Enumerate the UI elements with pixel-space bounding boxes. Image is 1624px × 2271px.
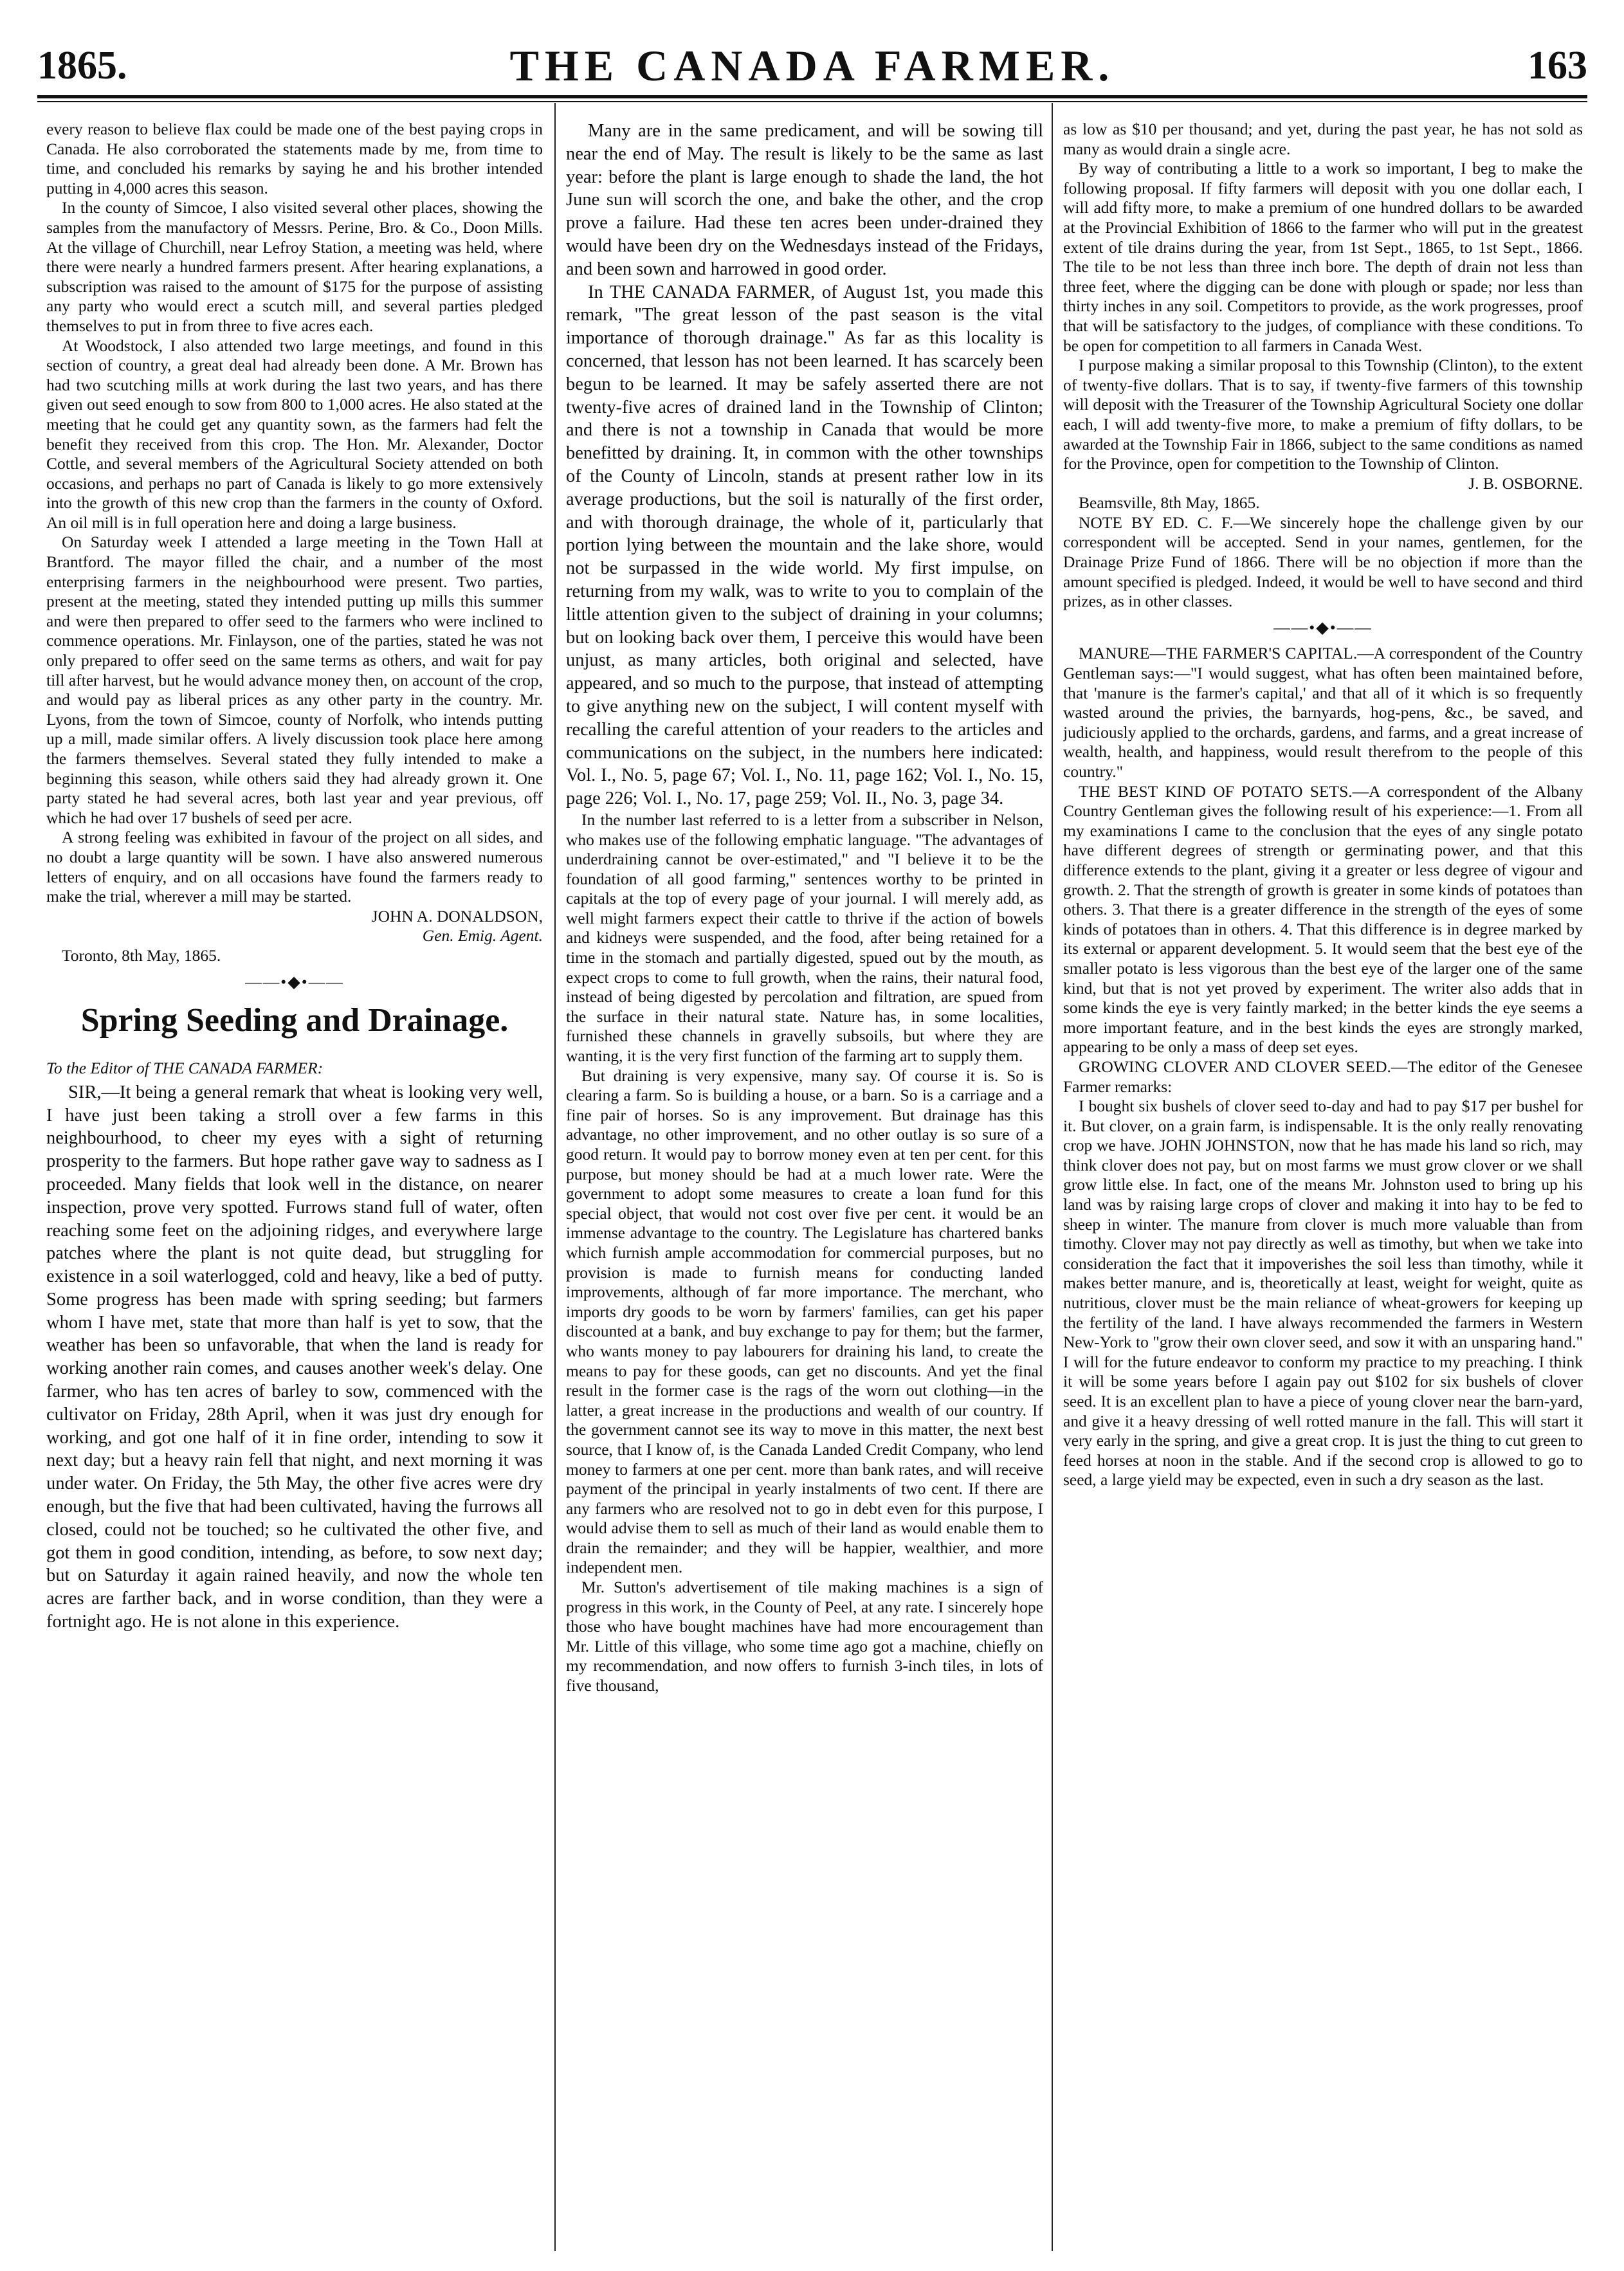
article-paragraph: I purpose making a similar proposal to this Township (Clinton), to the extent of twenty-five dollars. That is to say, if twenty-five farmers of this township will deposit with the Treasurer of the Township Agricultural Society one dollar each, I will add twenty-five more, to make a premium of fifty dollars, to be awarded at the Township Fair in 1866, subject to the same conditions as named for the Province, open for competition to the Township of Clinton. xyxy=(1063,356,1583,473)
article-body xyxy=(566,120,1043,810)
article-paragraph: Mr. Sutton's advertisement of tile making machines is a sign of progress in this work, in the County of Peel, at any rate. I sincerely hope those who have bought machines have had more encouragement than Mr. Little of this village, who some time ago got a machine, chiefly on my recommendation, and now offers to furnish 3-inch tiles, in lots of five thousand, xyxy=(566,1578,1043,1695)
item-text: —A correspondent of the Country Gentleman says:—"I would suggest, what has often been maintained before, that 'manure is the farmer's capital,' and that all of it which is so frequently wasted around the privies, the barnyards, hog-pens, &c., be saved, and judiciously applied to the orchards, gardens, and farms, and a great increase of wealth, health, and happiness, would result therefrom to the people of this country." xyxy=(1063,644,1583,781)
column-1 xyxy=(46,120,543,2242)
article-paragraph: By way of contributing a little to a work so important, I beg to make the following proposal. If fifty farmers will deposit with you one dollar each, I will add fifty more, to make a premium of one hundred dollars to be awarded at the Provincial Exhibition of 1866 to the farmer who will put in the greatest extent of tile drains during the year, from 1st Sept., 1865, to 1st Sept., 1866. The tile to be not less than three inch bore. The depth of drain not less than three feet, where the digging can be done with plough or spade; nor less than thirty inches in any soil. Competitors to provide, as the work progresses, proof that will be satisfactory to the judges, of compliance with these conditions. To be open for competition to all farmers in Canada West. xyxy=(1063,159,1583,355)
letter-signature: J. B. OSBORNE. xyxy=(1468,473,1583,493)
item-lead: THE BEST KIND OF POTATO SETS. xyxy=(1079,781,1353,801)
column-separator xyxy=(554,103,556,2251)
item-text: —The editor of the Genesee Farmer remarks: xyxy=(1063,1057,1583,1096)
item-lead: MANURE—THE FARMER'S CAPITAL. xyxy=(1079,644,1358,663)
article-paragraph: as low as $10 per thousand; and yet, during the past year, he has not sold as many as would drain a single acre. xyxy=(1063,120,1583,158)
item-lead: GROWING CLOVER AND CLOVER SEED. xyxy=(1079,1057,1391,1076)
column-3 xyxy=(1063,120,1583,2242)
column-separator xyxy=(1052,103,1053,2251)
item-clover xyxy=(1063,1057,1583,1097)
item-manure xyxy=(1063,644,1583,781)
letter-signature: JOHN A. DONALDSON, xyxy=(371,906,543,926)
masthead xyxy=(37,40,1587,91)
masthead-year: 1865. xyxy=(37,44,127,87)
item-potato-sets xyxy=(1063,782,1583,1057)
article-paragraph: In the number last referred to is a letter from a subscriber in Nelson, who makes use of the following emphatic language. "The advantages of underdraining cannot be over-estimated," and "I believe it to be the foundation of all good farming," sentences worthy to be printed in capitals at the top of every page of your journal. I will merely add, as well might farmers expect their cattle to thrive if the action of bowels and kidneys were suspended, and the food, after being retained for a time in the stomach and partially digested, spued out by the mouth, as expect crops to come to full growth, when the rains, their natural food, instead of being digested by percolation and filtration, are spued from the surface in their natural state. Nature has, in some localities, furnished these channels in gravelly subsoils, but where they are wanting, it is the very first function of the farming art to supply them. xyxy=(566,810,1043,1066)
editor-note xyxy=(1063,513,1583,612)
article-paragraph: A strong feeling was exhibited in favour of the project on all sides, and no doubt a large quantity will be sown. I have also answered numerous letters of enquiry, and on all occasions have found the farmers ready to make the trial, wherever a mill may be started. xyxy=(46,828,543,906)
article-body xyxy=(46,1081,543,1634)
article-heading: Spring Seeding and Drainage. xyxy=(80,1002,509,1039)
article-paragraph: Many are in the same predicament, and will be sowing till near the end of May. The result is likely to be the same as last year: before the plant is large enough to shade the land, the hot June sun will scorch the one, and bake the other, and the crop prove a failure. Had these ten acres been under-drained they would have been dry on the Wednesdays instead of the Fridays, and been sown and harrowed in good order. xyxy=(566,121,1043,279)
article-paragraph: But draining is very expensive, many say. Of course it is. So is clearing a farm. So is building a house, or a barn. So is a carriage and a fine pair of horses. So is any improvement. But drainage has this advantage, no other improvement, and no other outlay is so sure of a good return. It would pay to borrow money even at ten per cent. for this purpose, but money should be had at a much lower rate. Were the government to adopt some measures to create a loan fund for this special object, that would not cost over five per cent. it would be an immense advantage to the country. The Legislature has chartered banks which furnish ample accommodation for commercial purposes, but no provision is made to furnish means for conducting landed improvements, although of far more importance. The merchant, who imports dry goods to be worn by farmers' families, can get his paper discounted at a bank, and buy exchange to pay for them; but the farmer, who wants money to pay labourers for draining his land, to create the means to pay for these goods, can get no discounts. And yet the final result in the former case is the rags of the worn out clothing—in the latter, a great increase in the productions and wealth of our country. If the government cannot see its way to move in this matter, the next best source, that I know of, is the Canada Landed Credit Company, who lend money to farmers at one per cent. more than bank rates, and will receive payment of the principal in yearly instalments of two cent. If there are any farmers who are resolved not to go in debt even for this purpose, I would advise them to sell as much of their land as would enable them to drain the remainder; and they will be happier, wealthier, and more independent men. xyxy=(566,1066,1043,1577)
masthead-rule-thin xyxy=(37,101,1587,102)
masthead-page-number: 163 xyxy=(1528,44,1587,87)
signature-title: Gen. Emig. Agent. xyxy=(422,926,543,945)
article-paragraph: every reason to believe flax could be made one of the best paying crops in Canada. He also corroborated the statements made by me, from time to time, and concluded his remarks by saying he and his brother intended putting in 4,000 acres this season. xyxy=(46,120,543,197)
masthead-rule-thick xyxy=(37,95,1587,98)
section-divider: ——•◆•—— xyxy=(245,972,344,991)
item-text: —A correspondent of the Albany Country Gentleman gives the following result of his experience:—1. From all my examinations I came to the conclusion that the eyes of any single potato have different degrees of strength or germinating power, and that this difference extends to the plant, giving it a greater or less degree of vigour and growth. 2. That the strength of growth is greater in some kinds of potatoes than others. 3. That there is a greater difference in the strength of the eyes of some kinds of potatoes than in others. 4. That this difference is in degree marked by its external or apparent development. 5. It would seem that the best eye of the smaller potato is less vigorous than the best eye of the larger one of the same kind, but that is not yet proved by experiment. The writer also adds that in some kinds the eye is very faintly marked; in the better kinds the eye seems a more important feature, and in the best kinds the eyes are strongly marked, appearing to be only a mass of deep set eyes. xyxy=(1063,781,1583,1057)
editor-salutation: To the Editor of THE CANADA FARMER: xyxy=(46,1059,324,1078)
section-divider: ——•◆•—— xyxy=(1273,617,1373,637)
article-paragraph: In the county of Simcoe, I also visited several other places, showing the samples from the manufactory of Messrs. Perine, Bro. & Co., Doon Mills. At the village of Churchill, near Lefroy Station, a meeting was held, where there were nearly a hundred farmers present. After hearing explanations, a subscription was raised to the amount of $175 for the purpose of assisting any party who would erect a scutch mill, and several parties pledged themselves to put in from three to five acres each. xyxy=(46,198,543,335)
column-2 xyxy=(566,120,1043,2242)
article-paragraph: In THE CANADA FARMER, of August 1st, you made this remark, "The great lesson of the past season is the vital importance of thorough drainage." As far as this locality is concerned, that lesson has not been learned. It has scarcely been begun to be learned. It may be safely asserted there are not twenty-five acres of drained land in the Township of Clinton; and there is not a township in Canada that would be more benefitted by draining. It, in common with the other townships of the County of Lincoln, stands at present rather low in its average productions, but the soil is naturally of the first order, and with thorough drainage, the whole of it, particularly that portion lying between the mountain and the lake shore, would not be surpassed in the wide world. My first impulse, on returning from my walk, was to write to you to complain of the little attention given to the subject of draining in your columns; but on looking back over them, I perceive this would have been unjust, as many articles, both original and selected, have appeared, and so much to the purpose, that instead of attempting to give anything new on the subject, I will content myself with recalling the careful attention of your readers to the articles and communications on the subject, in the numbers here indicated: Vol. I., No. 5, page 67; Vol. I., No. 11, page 162; Vol. I., No. 15, page 226; Vol. I., No. 17, page 259; Vol. II., No. 3, page 34. xyxy=(566,282,1043,809)
note-text: —We sincerely hope the challenge given by our correspondent will be accepted. Send in your names, gentlemen, for the Drainage Prize Fund of 1866. There will be no objection if more than the amount specified is pledged. Indeed, it would be well to have second and third prizes, as in other classes. xyxy=(1063,513,1583,611)
article-paragraph: SIR,—It being a general remark that wheat is looking very well, I have just been taking a stroll over a few farms in this neighbourhood, to cheer my eyes with a sight of returning prosperity to the farmers. But hope rather gave way to sadness as I proceeded. Many fields that look well in the distance, on nearer inspection, prove very spotted. Furrows stand full of water, often reaching some feet on the adjoining ridges, and everywhere large patches where the plant is not quite dead, but struggling for existence in a soil waterlogged, cold and heavy, like a bed of putty. Some progress has been made with spring seeding; but farmers whom I have met, state that more than half is yet to sow, that the weather has been so unfavorable, that when the land is ready for working another rain comes, and causes another week's delay. One farmer, who has ten acres of barley to sow, commenced with the cultivator on Friday, 28th April, when it was just dry enough for working, and got one half of it in fine order, intending to sow it next day; but a heavy rain fell that night, and next morning it was under water. On Friday, the 5th May, the other five acres were dry enough, but the five that had been cultivated, having the furrows all closed, could not be touched; so he cultivated the other five, and got them in good condition, intending, as before, to sow next day; but on Saturday it again rained heavily, and now the whole ten acres are farther back, and in worse condition, than they were a fortnight ago. He is not alone in this experience. xyxy=(46,1082,543,1632)
article-paragraph: I bought six bushels of clover seed to-day and had to pay $17 per bushel for it. But clover, on a grain farm, is indispensable. It is the only really renovating crop we have. JOHN JOHNSTON, now that he has made his land so rich, may think clover does not pay, but on most farms we must grow clover or we shall grow little else. In fact, one of the means Mr. Johnston used to bring up his land was by raising large crops of clover and making it into hay to be fed to sheep in winter. The manure from clover is much more valuable than from timothy. Clover may not pay directly as well as timothy, but when we take into consideration the fact that it impoverishes the soil less than timothy, while it makes better manure, and is, theoretically at least, weight for weight, quite as nutritious, clover must be the main reliance of wheat-growers for keeping up the fertility of the land. I have always recommended the farmers in Western New-York to "grow their own clover seed, and sow it with an unsparing hand." I will for the future endeavor to conform my practice to my preaching. I think it will be some years before I again pay out $102 for six bushels of clover seed. It is an excellent plan to have a piece of young clover near the barn-yard, and give it a heavy dressing of well rotted manure in the fall. This will start it very early in the spring, and give a great crop. It is just the thing to cut green to feed horses at noon in the stable. And if the second crop is allowed to go to seed, a large yield may be expected, even in such a dry season as the last. xyxy=(1063,1097,1583,1490)
article-paragraph: On Saturday week I attended a large meeting in the Town Hall at Brantford. The mayor filled the chair, and a number of the most enterprising farmers in the neighbourhood were present. Two parties, present at the meeting, stated they intended putting up mills this summer and were then prepared to offer seed to the farmers who were inclined to commence operations. Mr. Finlayson, one of the parties, stated he was not only prepared to offer seed on the same terms as others, and wait for pay till after harvest, but he would advance money then, on account of the crop, and would pay as liberal prices as any other party in the country. Mr. Lyons, from the town of Simcoe, county of Norfolk, who intends putting up a mill, made similar offers. A lively discussion took place here among the farmers themselves. Several stated they fully intended to make a beginning this season, while others said they had already grown it. One party stated he had several acres, both last year and year previous, off which he had over 17 bushels of seed per acre. xyxy=(46,533,543,827)
note-lead: NOTE BY ED. C. F. xyxy=(1079,513,1234,532)
masthead-title: THE CANADA FARMER. xyxy=(509,41,1115,90)
letter-dateline: Beamsville, 8th May, 1865. xyxy=(1079,493,1260,513)
article-paragraph: At Woodstock, I also attended two large meetings, and found in this section of country, a great deal had already been done. A Mr. Brown has had two scutching mills at work during the last two years, and has there given out seed enough to sow from 800 to 1,000 acres. He also stated at the meeting that he could get any quantity sown, as the farmers had felt the benefit they received from this crop. The Hon. Mr. Alexander, Doctor Cottle, and several members of the Agricultural Society attended on both occasions, and perhaps no part of Canada is likely to go more extensively into the growth of this new crop than the farmers in the county of Oxford. An oil mill is in full operation here and doing a large business. xyxy=(46,336,543,532)
letter-dateline: Toronto, 8th May, 1865. xyxy=(62,945,221,965)
